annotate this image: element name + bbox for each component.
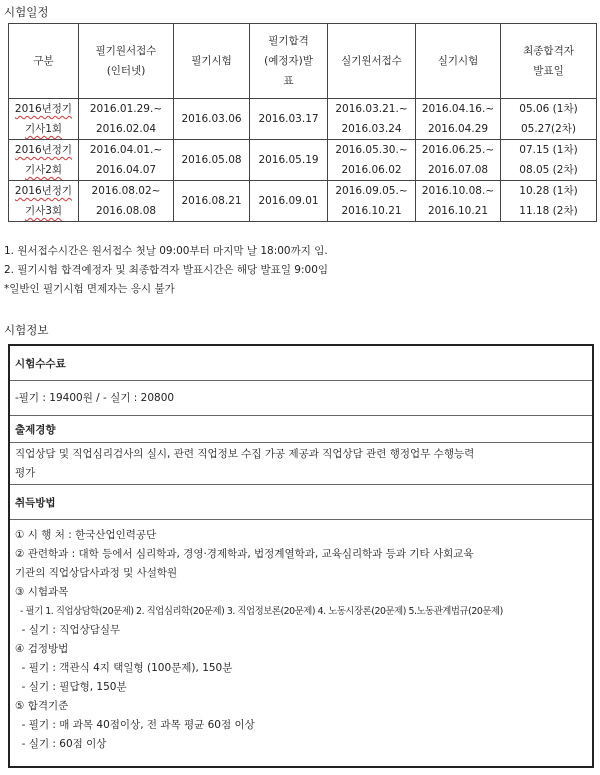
info-heading: 시험정보 <box>4 323 49 337</box>
acquire-line: ⑤ 합격기준 <box>15 700 69 712</box>
cell-written-pass: 2016.03.17 <box>250 99 328 140</box>
cell-practical-app: 2016.09.05.~ 2016.10.21 <box>328 181 416 222</box>
acquire-body <box>10 520 592 754</box>
schedule-table <box>8 23 597 222</box>
header-cell: 실기원서접수 <box>328 24 416 99</box>
cell-final: 10.28 (1차) 11.18 (2차) <box>501 181 597 222</box>
cell-final: 05.06 (1차) 05.27(2차) <box>501 99 597 140</box>
header-cell: 실기시험 <box>416 24 501 99</box>
header-cell: 구분 <box>9 24 79 99</box>
cell-practical-exam: 2016.06.25.~ 2016.07.08 <box>416 140 501 181</box>
header-cell: 최종합격자 발표일 <box>501 24 597 99</box>
acquire-line: - 필기 : 매 과목 40점이상, 전 과목 평균 60점 이상 <box>15 719 255 731</box>
table-header-row <box>9 24 597 99</box>
cell-name: 2016년정기 기사1회 <box>9 99 79 140</box>
acquire-line: - 실기 : 60점 이상 <box>15 738 107 750</box>
acquire-line: 기관의 직업상담사과정 및 사설학원 <box>15 567 178 579</box>
schedule-notes <box>4 242 328 299</box>
note-line: 1. 원서접수시간은 원서접수 첫날 09:00부터 마지막 날 18:00까지 임. <box>4 245 328 257</box>
cell-final: 07.15 (1차) 08.05 (2차) <box>501 140 597 181</box>
cell-practical-app: 2016.05.30.~ 2016.06.02 <box>328 140 416 181</box>
acquire-line: - 필기 : 객관식 4지 택일형 (100문제), 150분 <box>15 662 233 674</box>
header-cell: 필기원서접수 (인터넷) <box>79 24 174 99</box>
table-row <box>9 99 597 140</box>
acquire-line: ③ 시험과목 <box>15 586 69 598</box>
acquire-line: - 필기 1. 직업상담학(20문제) 2. 직업심리학(20문제) 3. 직업정보론(20문제) 4. 노동시장론(20문제) 5.노동관계법규(20문제) <box>15 606 503 617</box>
info-box <box>8 344 594 768</box>
schedule-heading: 시험일정 <box>4 5 49 19</box>
header-cell: 필기합격 (예정자)발 표 <box>250 24 328 99</box>
cell-written-exam: 2016.05.08 <box>174 140 250 181</box>
trend-title: 출제경향 <box>10 416 592 443</box>
acquire-line: - 실기 : 필답형, 150분 <box>15 681 127 693</box>
acquire-line: - 실기 : 직업상담실무 <box>15 624 121 636</box>
cell-name: 2016년정기 기사3회 <box>9 181 79 222</box>
fee-text: -필기 : 19400원 / - 실기 : 20800 <box>10 381 592 416</box>
acquire-line: ② 관련학과 : 대학 등에서 심리학과, 경영·경제학과, 법정계열학과, 교육심리학과 등과 기타 사회교육 <box>15 548 474 560</box>
table-row <box>9 181 597 222</box>
cell-written-app: 2016.04.01.~ 2016.04.07 <box>79 140 174 181</box>
cell-written-exam: 2016.08.21 <box>174 181 250 222</box>
trend-text: 직업상담 및 직업심리검사의 실시, 관련 직업정보 수집 가공 제공과 직업상담 관련 행정업무 수행능력 평가 <box>10 443 592 485</box>
cell-written-app: 2016.08.02~ 2016.08.08 <box>79 181 174 222</box>
cell-written-pass: 2016.09.01 <box>250 181 328 222</box>
cell-written-exam: 2016.03.06 <box>174 99 250 140</box>
cell-practical-app: 2016.03.21.~ 2016.03.24 <box>328 99 416 140</box>
cell-practical-exam: 2016.10.08.~ 2016.10.21 <box>416 181 501 222</box>
fee-title: 시험수수료 <box>10 346 592 381</box>
header-cell: 필기시험 <box>174 24 250 99</box>
note-line: *일반인 필기시험 면제자는 응시 불가 <box>4 283 175 295</box>
table-row <box>9 140 597 181</box>
cell-practical-exam: 2016.04.16.~ 2016.04.29 <box>416 99 501 140</box>
cell-written-app: 2016.01.29.~ 2016.02.04 <box>79 99 174 140</box>
note-line: 2. 필기시험 합격예정자 및 최종합격자 발표시간은 해당 발표일 9:00임 <box>4 264 329 276</box>
acquire-line: ① 시 행 처 : 한국산업인력공단 <box>15 529 157 541</box>
acquire-line: ④ 검정방법 <box>15 643 69 655</box>
acquire-title: 취득방법 <box>10 485 592 520</box>
cell-name: 2016년정기 기사2회 <box>9 140 79 181</box>
cell-written-pass: 2016.05.19 <box>250 140 328 181</box>
